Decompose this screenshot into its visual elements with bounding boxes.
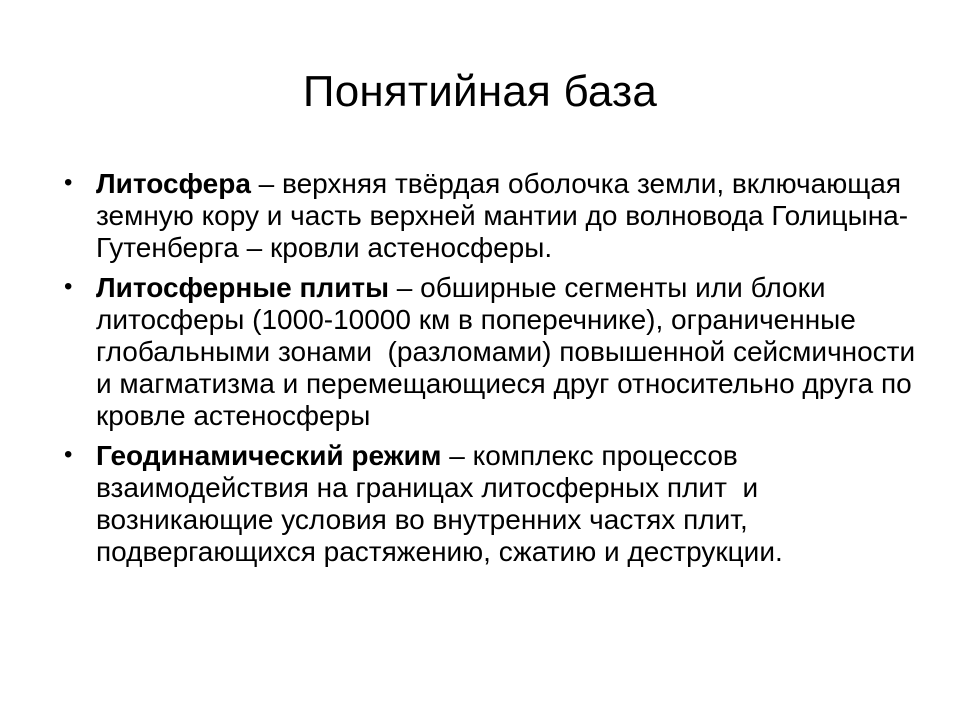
- definition-geodynamic-regime: – комплекс процессов взаимодействия на границах литосферных плит и возникающие условия во внутренних частях плит, подвергающихся растяжению, сжатию и деструкции.: [96, 440, 783, 567]
- bullet-item-lithospheric-plates: [60, 272, 923, 432]
- bullet-icon: •: [64, 273, 73, 300]
- bullet-list: [60, 168, 923, 576]
- definition-lithospheric-plates: – обширные сегменты или блоки литосферы (1000-10000 км в поперечнике), ограниченные глобальными зонами (разломами) повышенной сейсмичности и магматизма и перемещающиеся друг относительно друга по кровле астеносферы: [96, 272, 923, 431]
- bullet-item-lithosphere: [60, 168, 920, 264]
- definition-lithosphere: – верхняя твёрдая оболочка земли, включающая земную кору и часть верхней мантии до волновода Голицына-Гутенберга – кровли астеносферы.: [96, 168, 909, 263]
- bullet-icon: •: [64, 441, 73, 468]
- term-geodynamic-regime: Геодинамический режим: [96, 440, 442, 471]
- term-lithospheric-plates: Литосферные плиты: [96, 272, 390, 303]
- slide-title: Понятийная база: [302, 67, 658, 116]
- bullet-item-geodynamic-regime: [60, 440, 920, 568]
- term-lithosphere: Литосфера: [96, 168, 251, 199]
- bullet-icon: •: [64, 169, 73, 196]
